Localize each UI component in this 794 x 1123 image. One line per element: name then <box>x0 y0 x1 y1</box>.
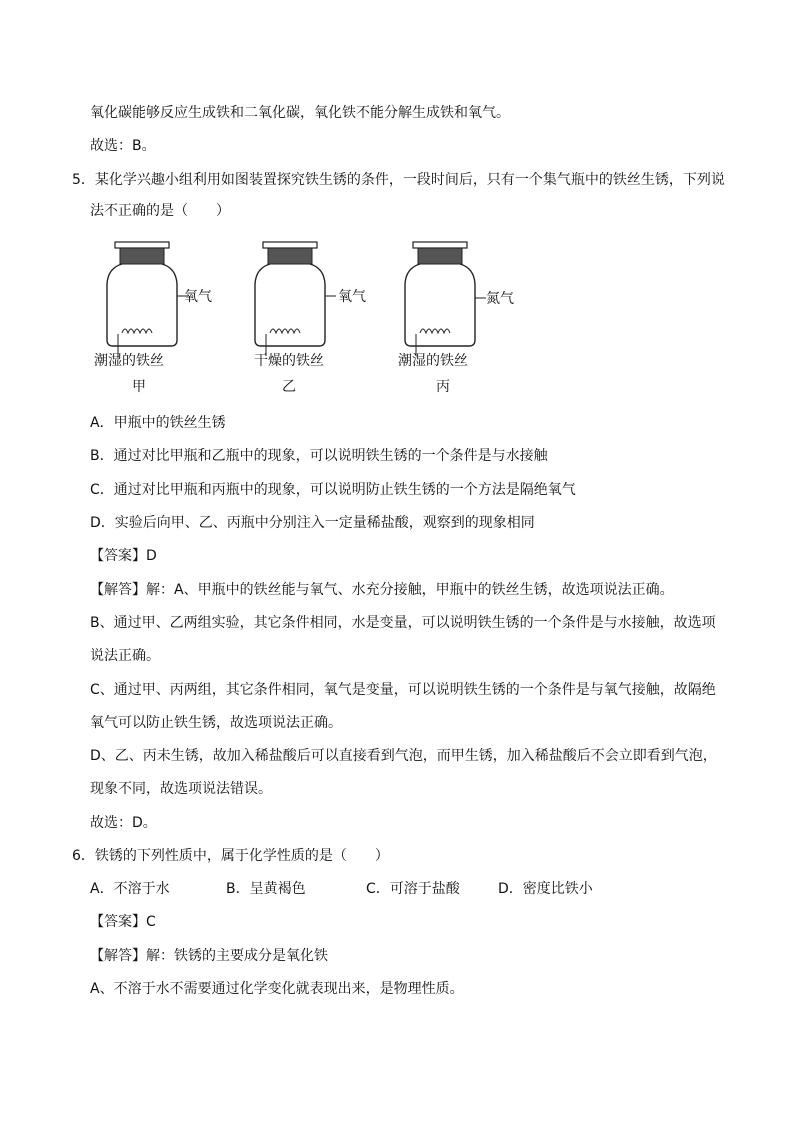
gas-bottle-yi <box>250 240 350 360</box>
bottle-stopper <box>120 248 164 264</box>
option-b: B．呈黄褐色 <box>226 881 306 897</box>
bottle-lid <box>413 242 467 248</box>
option-c: C．可溶于盐酸 <box>366 881 460 897</box>
gas-bottle-bing <box>400 240 500 360</box>
text-line: 氧化碳能够反应生成铁和二氧化碳，氧化铁不能分解生成铁和氧气。 <box>90 105 510 121</box>
bottle-name: 丙 <box>436 379 450 395</box>
option-d: D．实验后向甲、乙、丙瓶中分别注入一定量稀盐酸，观察到的现象相同 <box>90 515 535 531</box>
bottle-stopper <box>268 248 312 264</box>
option-a: A．不溶于水 <box>90 881 170 897</box>
wire-label: 潮湿的铁丝 <box>94 353 164 369</box>
question-stem: 5．某化学兴趣小组利用如图装置探究铁生锈的条件，一段时间后，只有一个集气瓶中的铁丝生锈，下列说 <box>72 172 725 188</box>
analysis-line: 说法正确。 <box>90 648 160 664</box>
gas-label: 氮气 <box>486 291 514 307</box>
iron-wire-coil <box>420 329 450 333</box>
bottle-body <box>405 264 475 346</box>
option-a: A．甲瓶中的铁丝生锈 <box>90 415 226 431</box>
analysis-line: A、不溶于水不需要通过化学变化就表现出来，是物理性质。 <box>90 981 464 997</box>
option-c: C．通过对比甲瓶和丙瓶中的现象，可以说明防止铁生锈的一个方法是隔绝氧气 <box>90 482 576 498</box>
gas-label: 氧气 <box>184 289 212 305</box>
bottle-name: 乙 <box>282 379 296 395</box>
option-b: B．通过对比甲瓶和乙瓶中的现象，可以说明铁生锈的一个条件是与水接触 <box>90 448 548 464</box>
answer-line: 【答案】C <box>90 914 156 930</box>
choose-line: 故选：D。 <box>90 815 157 831</box>
bottle-body <box>107 264 177 346</box>
iron-wire-coil <box>122 329 152 333</box>
bottle-lid <box>115 242 169 248</box>
analysis-line: 【解答】解：铁锈的主要成分是氧化铁 <box>90 948 328 964</box>
analysis-line: C、通过甲、丙两组，其它条件相同，氧气是变量，可以说明铁生锈的一个条件是与氧气接触，故隔绝 <box>90 682 716 698</box>
bottle-stopper <box>418 248 462 264</box>
question-stem: 法不正确的是（ ） <box>90 203 230 219</box>
question-stem: 6．铁锈的下列性质中，属于化学性质的是（ ） <box>72 848 389 864</box>
iron-wire-coil <box>270 329 300 333</box>
analysis-line: 现象不同，故选项说法错误。 <box>90 781 272 797</box>
analysis-line: D、乙、丙未生锈，故加入稀盐酸后可以直接看到气泡，而甲生锈，加入稀盐酸后不会立即看到气泡， <box>90 748 717 764</box>
analysis-line: 【解答】解：A、甲瓶中的铁丝能与氧气、水充分接触，甲瓶中的铁丝生锈，故选项说法正确。 <box>90 582 674 598</box>
option-d: D．密度比铁小 <box>498 881 593 897</box>
bottle-name: 甲 <box>132 379 146 395</box>
choose-line: 故选：B。 <box>90 138 156 154</box>
bottle-body <box>255 264 325 346</box>
wire-label: 干燥的铁丝 <box>254 353 324 369</box>
wire-label: 潮湿的铁丝 <box>398 353 468 369</box>
analysis-line: B、通过甲、乙两组实验，其它条件相同，水是变量，可以说明铁生锈的一个条件是与水接触，故选项 <box>90 615 716 631</box>
gas-label: 氧气 <box>338 289 366 305</box>
analysis-line: 氧气可以防止铁生锈，故选项说法正确。 <box>90 715 342 731</box>
experiment-figure <box>88 236 548 396</box>
answer-line: 【答案】D <box>90 548 157 564</box>
bottle-lid <box>263 242 317 248</box>
